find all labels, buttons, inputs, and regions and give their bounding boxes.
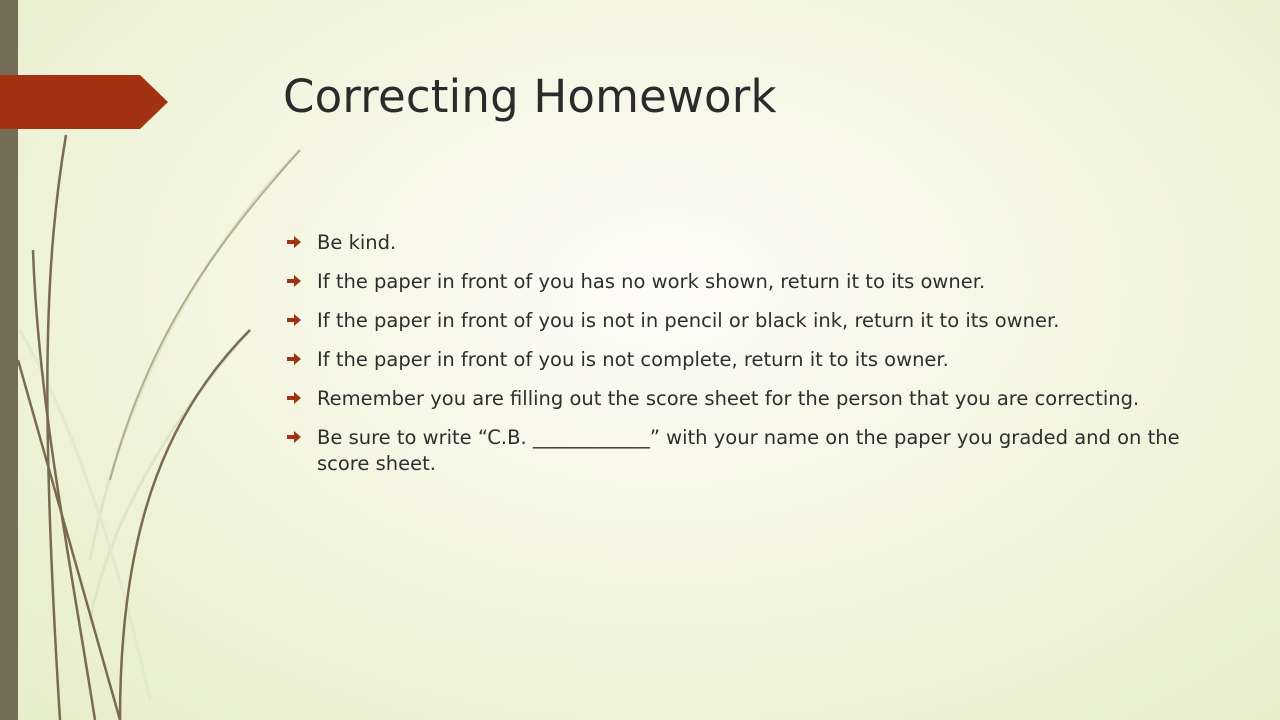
slide-title: Correcting Homework <box>283 70 777 123</box>
bullet-item <box>286 269 1206 295</box>
arrow-bullet-icon <box>286 235 302 249</box>
arrow-bullet-icon <box>286 352 302 366</box>
bullet-text: Remember you are filling out the score sheet for the person that you are correcting. <box>317 387 1140 410</box>
title-arrow-marker <box>0 75 170 129</box>
bullet-item <box>286 425 1206 477</box>
bullet-text: Be sure to write “C.B. ____________” with your name on the paper you graded and on the score sheet. <box>317 426 1180 475</box>
bullet-item <box>286 386 1206 412</box>
bullet-item <box>286 308 1206 334</box>
bullet-text: Be kind. <box>317 231 397 254</box>
bullet-text: If the paper in front of you is not in pencil or black ink, return it to its owner. <box>317 309 1060 332</box>
bullet-text: If the paper in front of you has no work shown, return it to its owner. <box>317 270 986 293</box>
bullet-text: If the paper in front of you is not complete, return it to its owner. <box>317 348 949 371</box>
bullet-item <box>286 230 1206 256</box>
arrow-bullet-icon <box>286 313 302 327</box>
arrow-bullet-icon <box>286 430 302 444</box>
arrow-bullet-icon <box>286 274 302 288</box>
bullet-list <box>286 230 1206 490</box>
bullet-item <box>286 347 1206 373</box>
arrow-bullet-icon <box>286 391 302 405</box>
